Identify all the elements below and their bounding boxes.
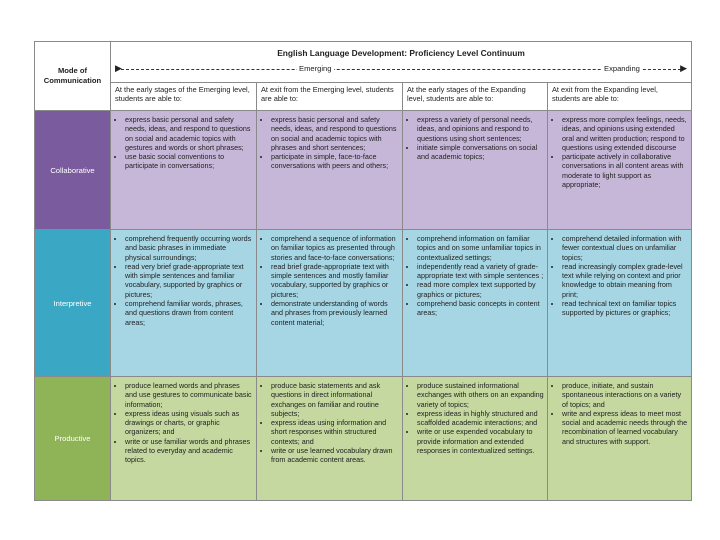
cell-productive-early-emerging	[111, 377, 257, 501]
document-title: English Language Development: Proficiency Level Continuum	[277, 48, 525, 58]
list-item: • express ideas using visuals such as drawings or charts, or graphic organizers; and	[125, 409, 253, 437]
emerging-label: Emerging	[299, 64, 332, 73]
list-item: • use basic social conventions to participate in conversations;	[125, 152, 253, 171]
list-item: • produce learned words and phrases and use gestures to communicate basic information;	[125, 381, 253, 409]
list-item: • comprehend information on familiar topics and on some unfamiliar topics in contextualized settings;	[417, 234, 544, 262]
continuum-line	[121, 69, 681, 70]
row-productive	[35, 377, 692, 501]
title-cell	[111, 42, 692, 83]
list-item: • comprehend basic concepts in content areas;	[417, 299, 544, 318]
list-item: • write or use expended vocabulary to provide information and extended responses in contextualized settings.	[417, 427, 544, 455]
expanding-label: Expanding	[604, 64, 640, 73]
list-item: • express ideas using information and short responses within structured contexts; and	[271, 418, 399, 446]
cell-collaborative-exit-expanding	[548, 111, 692, 230]
cell-interpretive-exit-emerging	[257, 230, 403, 377]
cell-collaborative-exit-emerging	[257, 111, 403, 230]
arrow-left-icon: ▶	[115, 63, 122, 73]
list-item: • produce basic statements and ask questions in direct informational exchanges on familiar and routine subjects;	[271, 381, 399, 418]
row-label-productive: Productive	[35, 377, 111, 501]
list-item: • write or use familiar words and phrases related to everyday and academic topics.	[125, 437, 253, 465]
list-item: • produce sustained informational exchanges with others on an expanding variety of topics;	[417, 381, 544, 409]
list-item: • comprehend a sequence of information on familiar topics as presented through stories and face-to-face conversations;	[271, 234, 399, 262]
stage-header-early-expanding: At the early stages of the Expanding level, students are able to:	[403, 83, 548, 111]
list-item: • write and express ideas to meet most social and academic needs through the recombination of learned vocabulary and structures with support.	[562, 409, 688, 446]
cell-productive-exit-expanding	[548, 377, 692, 501]
list-item: • write or use learned vocabulary drawn from academic content areas.	[271, 446, 399, 465]
list-item: • express ideas in highly structured and scaffolded academic interactions; and	[417, 409, 544, 428]
cell-collaborative-early-expanding	[403, 111, 548, 230]
list-item: • read more complex text supported by graphics or pictures;	[417, 280, 544, 299]
continuum-table	[34, 41, 692, 501]
list-item: • express a variety of personal needs, ideas, and opinions and respond to questions using short sentences;	[417, 115, 544, 143]
list-item: • initiate simple conversations on social and academic topics;	[417, 143, 544, 162]
cell-productive-exit-emerging	[257, 377, 403, 501]
stage-header-exit-emerging: At exit from the Emerging level, students are able to:	[257, 83, 403, 111]
list-item: • read technical text on familiar topics supported by pictures or graphics;	[562, 299, 688, 318]
cell-interpretive-exit-expanding	[548, 230, 692, 377]
row-interpretive	[35, 230, 692, 377]
list-item: • demonstrate understanding of words and phrases from previously learned content material;	[271, 299, 399, 327]
list-item: • express basic personal and safety needs, ideas, and respond to questions on social and academic topics with gestures and words or short phrases;	[125, 115, 253, 152]
row-collaborative	[35, 111, 692, 230]
stage-header-early-emerging: At the early stages of the Emerging level, students are able to:	[111, 83, 257, 111]
cell-interpretive-early-expanding	[403, 230, 548, 377]
stage-header-exit-expanding: At exit from the Expanding level, students are able to:	[548, 83, 692, 111]
list-item: • comprehend frequently occurring words and basic phrases in immediate physical surroundings;	[125, 234, 253, 262]
arrow-right-icon: ▶	[680, 63, 688, 73]
list-item: • comprehend familiar words, phrases, and questions drawn from content areas;	[125, 299, 253, 327]
list-item: • express basic personal and safety needs, ideas, and respond to questions on social and academic topics with phrases and short sentences;	[271, 115, 399, 152]
list-item: • comprehend detailed information with fewer contextual clues on unfamiliar topics;	[562, 234, 688, 262]
mode-of-communication-header: Mode of Communication	[35, 42, 111, 111]
list-item: • produce, initiate, and sustain spontaneous interactions on a variety of topics; and	[562, 381, 688, 409]
list-item: • participate actively in collaborative conversations in all content areas with moderate to light support as appropriate;	[562, 152, 688, 189]
list-item: • read brief grade-appropriate text with simple sentences and mostly familiar vocabulary, supported by graphics or pictures;	[271, 262, 399, 299]
continuum-document	[34, 41, 691, 501]
cell-collaborative-early-emerging	[111, 111, 257, 230]
row-label-interpretive: Interpretive	[35, 230, 111, 377]
list-item: • read very brief grade-appropriate text with simple sentences and familiar vocabulary, supported by graphics or pictures;	[125, 262, 253, 299]
cell-productive-early-expanding	[403, 377, 548, 501]
row-label-collaborative: Collaborative	[35, 111, 111, 230]
cell-interpretive-early-emerging	[111, 230, 257, 377]
list-item: • participate in simple, face-to-face conversations with peers and others;	[271, 152, 399, 171]
continuum-bar	[115, 62, 687, 76]
list-item: • independently read a variety of grade-appropriate text with simple sentences ;	[417, 262, 544, 281]
list-item: • express more complex feelings, needs, ideas, and opinions using extended oral and written production; respond to questions using extended discourse	[562, 115, 688, 152]
list-item: • read increasingly complex grade-level text while relying on context and prior knowledge to obtain meaning from print;	[562, 262, 688, 299]
